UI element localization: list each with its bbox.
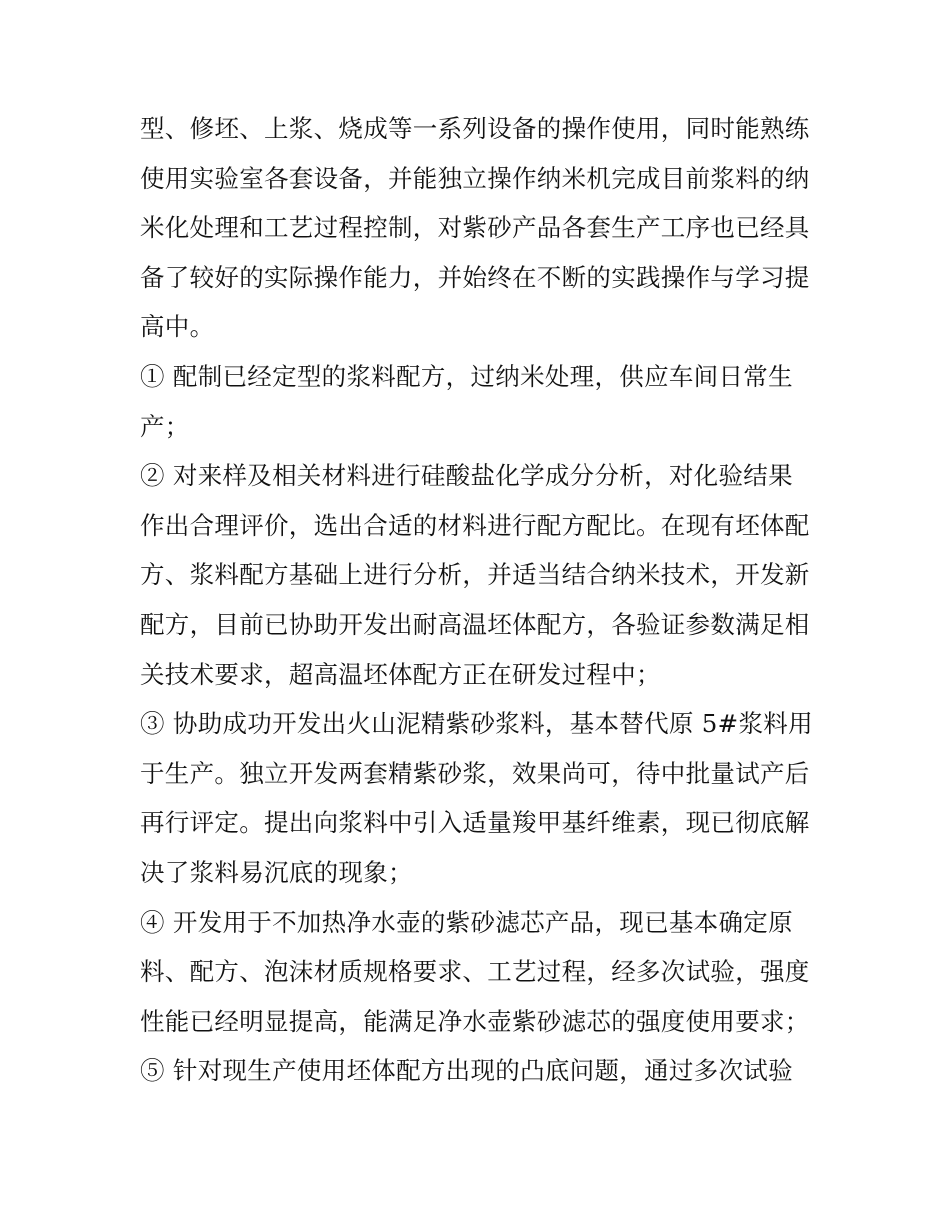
- list-item-2-line: ② 对来样及相关材料进行硅酸盐化学成分分析，对化验结果: [140, 461, 793, 491]
- text-line: 高中。: [140, 312, 215, 342]
- list-item-3-line: 决了浆料易沉底的现象；: [140, 857, 413, 887]
- text-line: 使用实验室各套设备，并能独立操作纳米机完成目前浆料的纳: [140, 163, 810, 193]
- list-item-1-line: 产；: [140, 411, 190, 441]
- list-item-2-line: 方、浆料配方基础上进行分析，并适当结合纳米技术，开发新: [140, 560, 810, 590]
- list-item-3-line: 于生产。独立开发两套精紫砂浆，效果尚可，待中批量试产后: [140, 758, 810, 788]
- list-item-3-line: 再行评定。提出向浆料中引入适量羧甲基纤维素，现已彻底解: [140, 808, 810, 838]
- list-item-2-line: 作出合理评价，选出合适的材料进行配方配比。在现有坯体配: [140, 510, 810, 540]
- list-item-5-line: ⑤ 针对现生产使用坯体配方出现的凸底问题，通过多次试验: [140, 1056, 793, 1086]
- list-item-4-line: ④ 开发用于不加热净水壶的紫砂滤芯产品，现已基本确定原: [140, 907, 793, 937]
- list-item-4-line: 料、配方、泡沫材质规格要求、工艺过程，经多次试验，强度: [140, 957, 810, 987]
- document-page: [140, 104, 812, 1096]
- list-item-4-line: 性能已经明显提高，能满足净水壶紫砂滤芯的强度使用要求；: [140, 1006, 810, 1036]
- list-item-2-line: 配方，目前已协助开发出耐高温坯体配方，各验证参数满足相: [140, 609, 810, 639]
- text-line: 备了较好的实际操作能力，并始终在不断的实践操作与学习提: [140, 262, 810, 292]
- text-line: 米化处理和工艺过程控制，对紫砂产品各套生产工序也已经具: [140, 213, 810, 243]
- text-line: 型、修坯、上浆、烧成等一系列设备的操作使用，同时能熟练: [140, 114, 810, 143]
- list-item-1-line: ① 配制已经定型的浆料配方，过纳米处理，供应车间日常生: [140, 361, 793, 391]
- list-item-3-line: ③ 协助成功开发出火山泥精紫砂浆料，基本替代原 5#浆料用: [140, 709, 813, 739]
- list-item-2-line: 关技术要求，超高温坯体配方正在研发过程中；: [140, 659, 661, 689]
